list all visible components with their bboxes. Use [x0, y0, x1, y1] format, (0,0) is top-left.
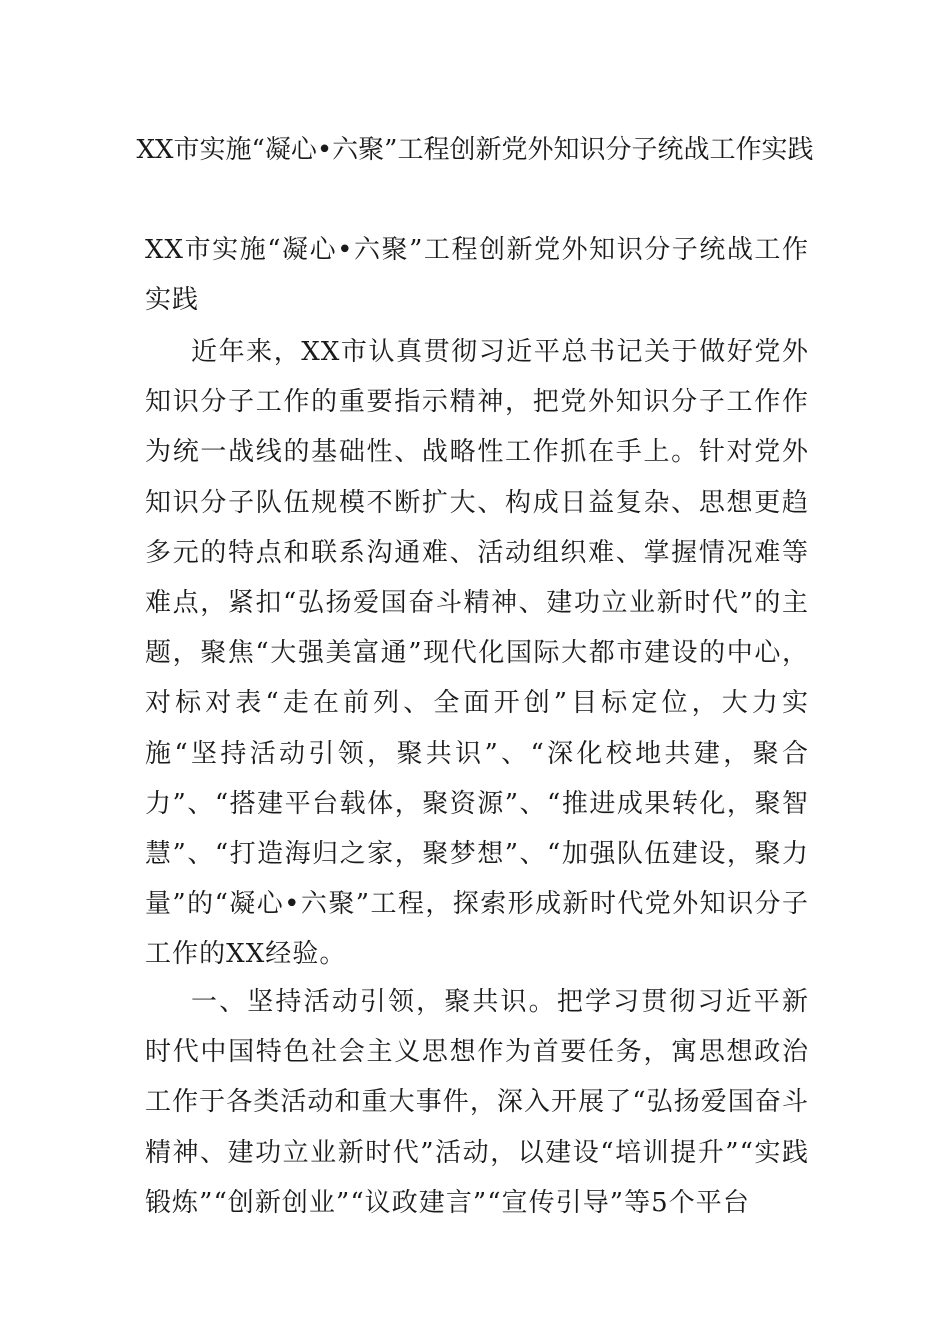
paragraph-intro: 近年来，XX市认真贯彻习近平总书记关于做好党外知识分子工作的重要指示精神，把党外知识分子工作作为统一战线的基础性、战略性工作抓在手上。针对党外知识分子队伍规模不断扩大、构成日益复杂、思想更趋多元的特点和联系沟通难、活动组织难、掌握情况难等难点，紧扣“弘扬爱国奋斗精神、建功立业新时代”的主题，聚焦“大强美富通”现代化国际大都市建设的中心，对标对表“走在前列、全面开创”目标定位，大力实施“坚持活动引领，聚共识”、“深化校地共建，聚合力”、“搭建平台载体，聚资源”、“推进成果转化，聚智慧”、“打造海归之家，聚梦想”、“加强队伍建设，聚力量”的“凝心•六聚”工程，探索形成新时代党外知识分子工作的XX经验。 [145, 337, 809, 970]
document-title: XX市实施“凝心•六聚”工程创新党外知识分子统战工作实践 [136, 135, 814, 165]
paragraph-section-one: 一、坚持活动引领，聚共识。把学习贯彻习近平新时代中国特色社会主义思想作为首要任务，寓思想政治工作于各类活动和重大事件，深入开展了“弘扬爱国奋斗精神、建功立业新时代”活动，以建设“培训提升”“实践锻炼”“创新创业”“议政建言”“宣传引导”等5个平台 [145, 987, 809, 1218]
document-heading-repeat: XX市实施“凝心•六聚”工程创新党外知识分子统战工作实践 [145, 235, 809, 316]
